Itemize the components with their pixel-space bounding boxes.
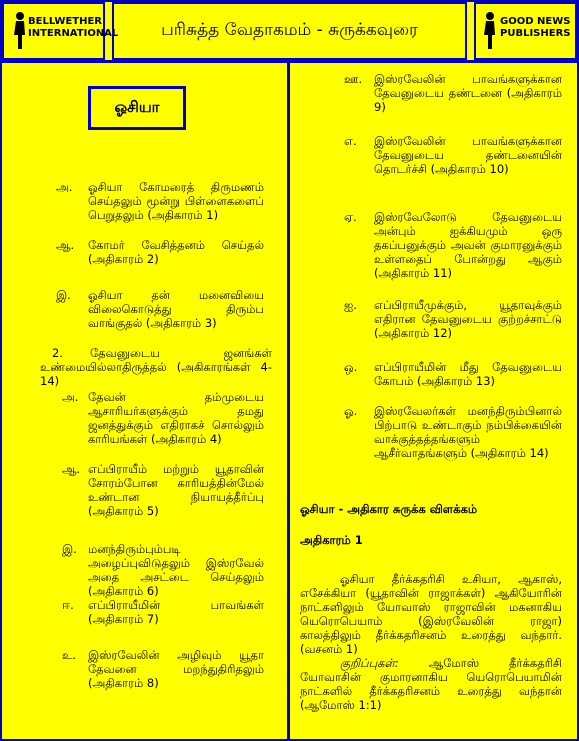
item-text: எப்பிராயீம் மற்றும் யூதாவின் சோரம்போன காரியத்தின்மேல் உண்டான நியாயத்தீர்ப்பு (அதிகாரம் 5) [88,462,264,518]
page-title: பரிசுத்த வேதாகமம் - சுருக்கவுரை [112,2,467,60]
item-text: தேவனுடைய ஜனங்கள் உண்மையில்லாதிருத்தல் (அகிகாரங்கள் 4-14) [40,346,272,388]
item-text: இஸ்ரவேலர்கள் மனந்திரும்பினால் பிற்பாடு உண்டாகும் நம்பிக்கையின் வாக்குத்தத்தங்களும் ஆசீர்வாதங்களும் (அதிகாரம் 14) [374,404,562,460]
chapter-paragraph-1: ஓசியா தீர்க்கதரிசி உசியா, ஆகாஸ், எசேக்கியா (யூதாவின் ராஜாக்கள்) ஆகியோரின் நாட்களிலும் யோவாஸ் ராஜாவின் மகனாகிய யெரொபெயாம் (இஸ்ரவேலின் ராஜா) காலத்திலும் தீர்க்கதரிசனம் உரைத்து வந்தார். (வசனம் 1) [300,572,562,656]
notes-text: ஆமோஸ் தீர்க்கதரிசி யோவாசின் குமாரனாகிய யெரொபெயாமின் நாட்களில் தீர்க்கதரிசனம் உரைத்து வந்தான் (ஆமோஸ் 1:1) [300,656,562,712]
left-column [0,0,287,741]
item-label: அ. [62,390,79,404]
item-label: ஈ. [62,598,74,612]
right-column [290,0,575,741]
item-label: ஊ. [344,72,363,86]
item-label: இ. [56,288,71,302]
item-text: எப்பிராயீமின் பாவங்கள் (அதிகாரம் 7) [88,598,264,626]
item-label: உ. [62,648,77,662]
item-label: ஓ. [344,404,358,418]
item-label: அ. [56,180,73,194]
section-heading: ஓசியா - அதிகார சுருக்க விளக்கம் [300,502,478,516]
item-text: இஸ்ரவேலோடு தேவனுடைய அன்பும் ஐக்கியமும் ஒரு தகப்பனுக்கும் அவன் குமாரனுக்கும் உள்ளதைப் போன்றது ஆகும் (அதிகாரம் 11) [374,210,562,280]
item-text: மனந்திரும்பும்படி அழைப்புவிடுதலும் இஸ்ரவேல் அதை அசட்டை செய்தலும் (அதிகாரம் 6) [88,542,264,598]
right-logo-text: GOOD NEWS PUBLISHERS [500,16,571,39]
item-text: ஓசியா தன் மனைவியை விலைகொடுத்து திரும்ப வாங்குதல் (அதிகாரம் 3) [88,288,264,330]
item-text: எப்பிராயீமுக்கும், யூதாவுக்கும் எதிரான தேவனுடைய குற்றச்சாட்டு (அதிகாரம் 12) [374,298,562,340]
item-label: 2. [52,346,63,360]
item-text: இஸ்ரவேலின் பாவங்களுக்கான தேவனுடைய தண்டனை (அதிகாரம் 9) [374,72,562,114]
item-label: ஏ. [344,210,357,224]
item-text: இஸ்ரவேலின் பாவங்களுக்கான தேவனுடைய தண்டனையின் தொடர்ச்சி (அதிகாரம் 10) [374,134,562,176]
item-label: எ. [344,134,357,148]
chapter-paragraph-2 [300,656,562,712]
item-label: ஆ. [56,238,75,252]
book-title-box: ஓசியா [88,86,186,130]
item-text: இஸ்ரவேலின் அழிவும் யூதா தேவனை மறந்துதிரிதலும் (அதிகாரம் 8) [88,648,264,690]
item-label: இ. [62,542,77,556]
chapter-heading: அதிகாரம் 1 [300,533,363,547]
item-label: ஆ. [62,462,81,476]
item-text: ஓசியா கோமரைத் திருமணம் செய்தலும் மூன்று பிள்ளைகளைப் பெறுதலும் (அதிகாரம் 1) [88,180,264,222]
item-label: ஒ. [344,360,358,374]
item-text: தேவன் தம்முடைய ஆசாரியர்களுக்கும் தமது ஜனத்துக்கும் எதிராகச் சொல்லும் காரியங்கள் (அதிகாரம் 4) [88,390,264,446]
notes-label: குறிப்புகள்: [340,656,399,670]
item-text: கோமர் வேசித்தனம் செய்தல் (அதிகாரம் 2) [88,238,264,266]
item-label: ஐ. [344,298,357,312]
item-text: எப்பிராயீமின் மீது தேவனுடைய கோபம் (அதிகாரம் 13) [374,360,562,388]
left-logo-text: BELLWETHER INTERNATIONAL [28,16,119,39]
